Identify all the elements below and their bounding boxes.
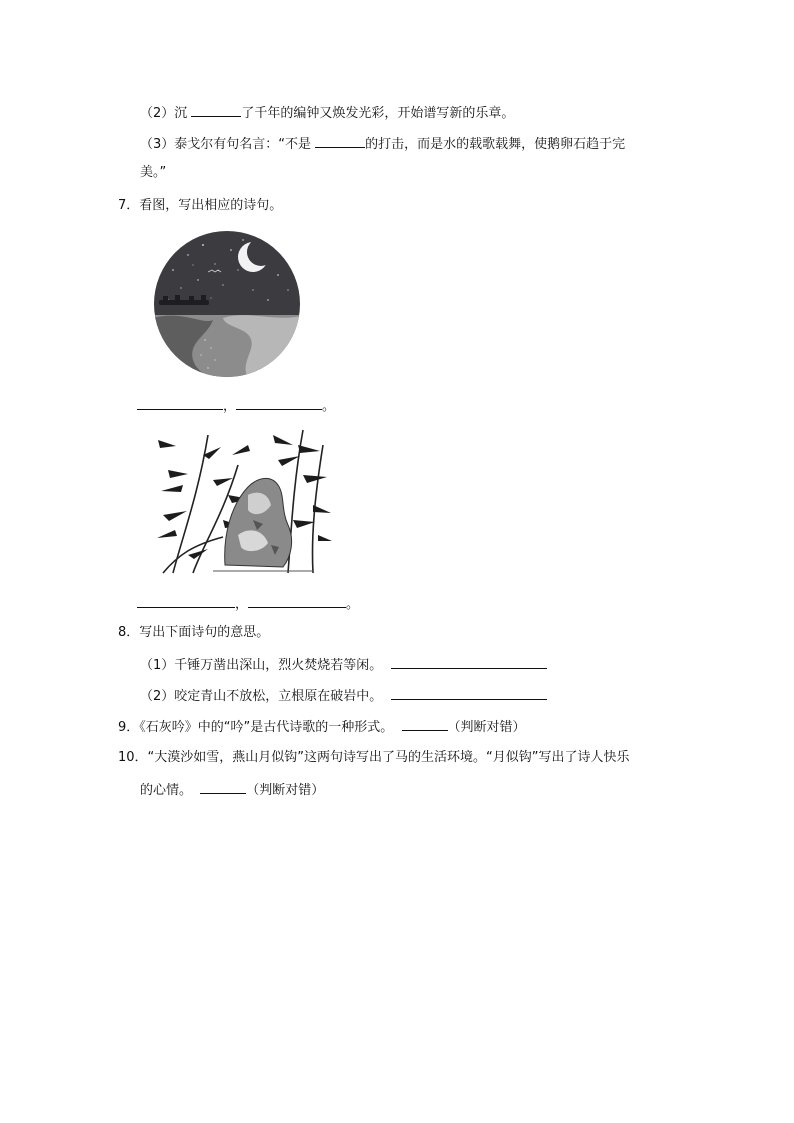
q8-title: 8．写出下面诗句的意思。 bbox=[118, 625, 270, 640]
bamboo-rock-svg bbox=[153, 425, 333, 575]
q6-item2-post: 了千年的编钟又焕发光彩，开始谱写新的乐章。 bbox=[241, 106, 515, 121]
q9 bbox=[118, 717, 526, 737]
q9-text: 9．《石灰吟》中的“吟”是古代诗歌的一种形式。 bbox=[118, 720, 394, 735]
answer-blank[interactable] bbox=[191, 103, 241, 117]
answer-blank[interactable] bbox=[391, 686, 547, 700]
answer-blank[interactable] bbox=[137, 396, 223, 410]
q8-item2 bbox=[140, 686, 547, 706]
q7-title: 7．看图，写出相应的诗句。 bbox=[118, 198, 283, 213]
comma: ， bbox=[223, 399, 237, 414]
period: 。 bbox=[322, 399, 336, 414]
q10-judge: （判断对错） bbox=[246, 783, 325, 798]
answer-blank[interactable] bbox=[137, 594, 235, 608]
answer-blank[interactable] bbox=[248, 594, 346, 608]
answer-blank[interactable] bbox=[315, 134, 365, 148]
q6-item3-pre: （3）泰戈尔有句名言：“不是 bbox=[140, 137, 316, 152]
q6-item2-pre: （2）沉 bbox=[140, 106, 192, 121]
night-desert-moon-illustration bbox=[153, 230, 301, 378]
q10-line2-text: 的心情。 bbox=[140, 783, 193, 798]
q8-item2-text: （2）咬定青山不放松，立根原在破岩中。 bbox=[140, 689, 383, 704]
q10-line1: 10．“大漠沙如雪，燕山月似钩”这两句诗写出了马的生活环境。“月似钩”写出了诗人快乐 bbox=[118, 750, 630, 765]
q8-item1-text: （1）千锤万凿出深山，烈火焚烧若等闲。 bbox=[140, 658, 383, 673]
q6-item2 bbox=[140, 103, 514, 123]
q6-item3 bbox=[140, 134, 625, 154]
period: 。 bbox=[346, 597, 360, 612]
q9-judge: （判断对错） bbox=[447, 720, 526, 735]
q8-item1 bbox=[140, 655, 547, 675]
comma: ， bbox=[235, 597, 249, 612]
q7-answer-line1 bbox=[137, 396, 335, 416]
night-desert-moon-svg bbox=[153, 230, 301, 378]
q7-answer-line2 bbox=[137, 594, 359, 614]
q6-item3-post: 的打击，而是水的载歌载舞，使鹅卵石趋于完 bbox=[365, 137, 626, 152]
bamboo-and-rock-illustration bbox=[153, 425, 333, 575]
q6-item3-continued: 美。” bbox=[140, 165, 167, 180]
judge-blank[interactable] bbox=[200, 780, 246, 794]
judge-blank[interactable] bbox=[402, 717, 448, 731]
q10-line2 bbox=[140, 780, 324, 800]
answer-blank[interactable] bbox=[391, 655, 547, 669]
answer-blank[interactable] bbox=[236, 396, 322, 410]
